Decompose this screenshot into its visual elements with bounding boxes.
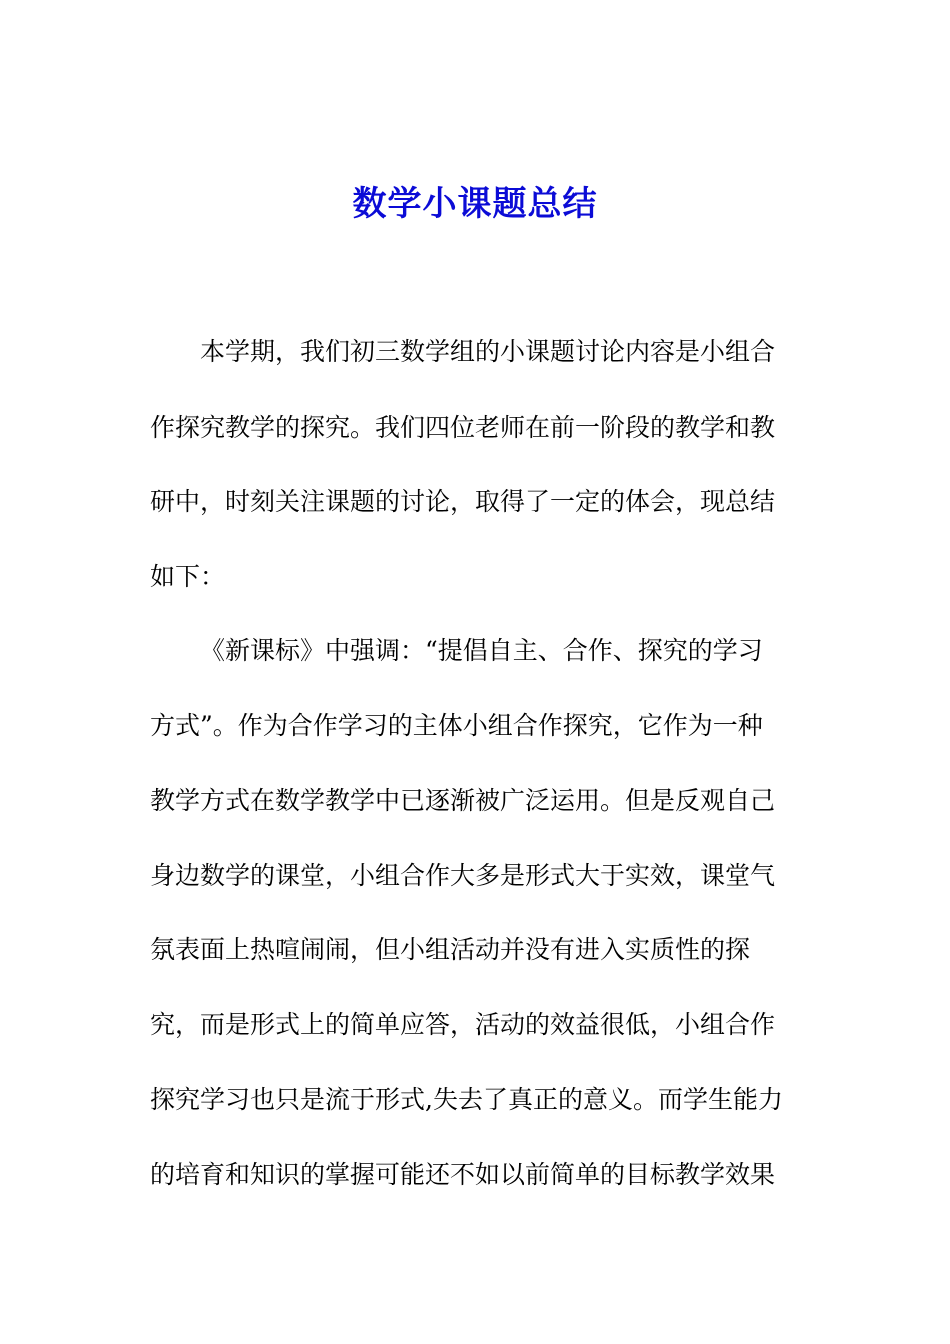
paragraph-2-line-7: 探究学习也只是流于形式,失去了真正的意义。而学生能力	[150, 1085, 783, 1114]
paragraph-2-line-4: 身边数学的课堂，小组合作大多是形式大于实效，课堂气	[150, 861, 776, 890]
paragraph-1-line-2: 作探究教学的探究。我们四位老师在前一阶段的教学和教	[150, 413, 776, 442]
paragraph-2-line-6: 究，而是形式上的简单应答，活动的效益很低，小组合作	[150, 1010, 776, 1039]
paragraph-2-line-1: 《新课标》中强调：“提倡自主、合作、探究的学习	[200, 636, 763, 665]
paragraph-1-line-3: 研中，时刻关注课题的讨论，取得了一定的体会，现总结	[150, 487, 776, 516]
paragraph-2-line-2: 方式”。作为合作学习的主体小组合作探究，它作为一种	[150, 711, 763, 740]
paragraph-2-line-8: 的培育和知识的掌握可能还不如以前简单的目标教学效果	[150, 1160, 776, 1189]
paragraph-2-line-3: 教学方式在数学教学中已逐渐被广泛运用。但是反观自己	[150, 786, 776, 815]
paragraph-1-line-4: 如下：	[150, 562, 226, 591]
document-title: 数学小课题总结	[352, 184, 598, 224]
paragraph-1-line-1: 本学期，我们初三数学组的小课题讨论内容是小组合	[200, 337, 776, 366]
paragraph-2-line-5: 氛表面上热喧闹闹，但小组活动并没有进入实质性的探	[150, 935, 751, 964]
